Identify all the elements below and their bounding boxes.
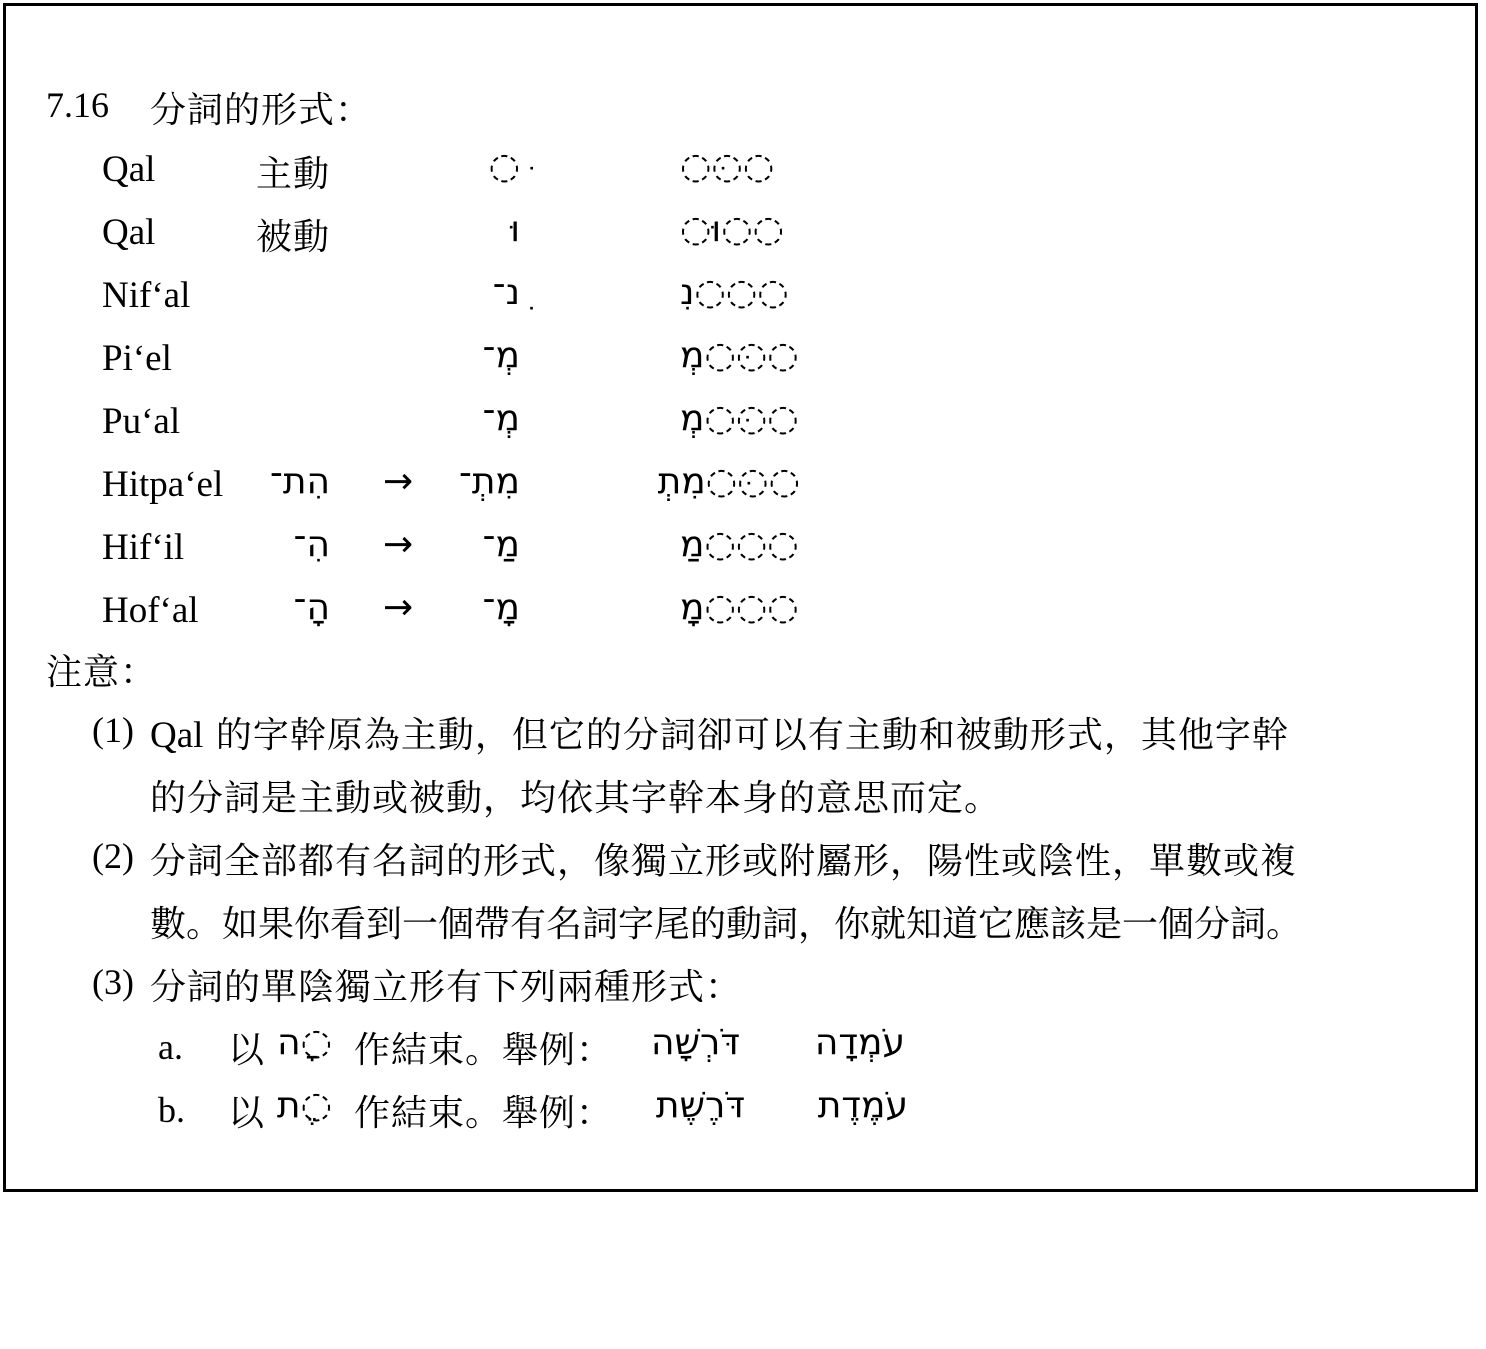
example-letter: a.: [158, 1027, 183, 1067]
stem-name: Nif‘al: [102, 275, 191, 316]
participle-pattern: ◌◌◌מָ: [680, 587, 799, 628]
participle-prefix: ִנ־: [492, 272, 520, 313]
example-ending: ◌ֶת: [276, 1085, 332, 1126]
participle-pattern: ◌◌וּ◌: [680, 209, 785, 250]
note-number: (3): [92, 962, 134, 1002]
stem-voice: 主動: [256, 154, 331, 195]
section-number: 7.16: [46, 85, 109, 125]
stem-name: Qal: [102, 149, 156, 190]
note-text-continued: 的分詞是主動或被動，均依其字幹本身的意思而定。: [150, 778, 1002, 819]
example-prefix: 以: [228, 1030, 266, 1071]
participle-prefix: מִתְ־: [458, 461, 520, 502]
example-ending: ◌ָה: [277, 1022, 332, 1063]
participle-prefix: מְ־: [482, 398, 520, 439]
participle-prefix: מָ־: [482, 587, 520, 628]
participle-prefix: מְ־: [482, 335, 520, 376]
note-text: 分詞全部都有名詞的形式，像獨立形或附屬形，陽性或陰性，單數或複: [150, 841, 1298, 882]
example-text: 作結束。舉例：: [354, 1030, 614, 1071]
arrow-icon: →: [383, 461, 414, 502]
stem-name: Hitpa‘el: [102, 464, 224, 505]
note-number: (2): [92, 836, 134, 876]
section-title: 分詞的形式：: [150, 90, 373, 131]
participle-pattern: ◌◌ּ◌מְ: [680, 398, 799, 439]
arrow-icon: →: [383, 524, 414, 565]
participle-pattern: ◌◌◌נִ: [680, 272, 789, 313]
participle-pattern: ◌◌ּ◌: [680, 146, 775, 187]
notes-heading: 注意：: [46, 652, 158, 693]
stem-name: Pu‘al: [102, 401, 181, 442]
note-text: 分詞的單陰獨立形有下列兩種形式：: [150, 967, 743, 1008]
stem-name: Hof‘al: [102, 590, 199, 631]
example-word: עֹמְדָה: [814, 1022, 905, 1063]
example-word: דֹּרֶשֶׁת: [655, 1085, 745, 1126]
example-prefix: 以: [228, 1093, 266, 1134]
participle-pattern: ◌◌ּ◌מְ: [680, 335, 799, 376]
example-word: דֹּרְשָׁה: [651, 1022, 740, 1063]
stem-base: הִת־: [269, 461, 330, 502]
example-word: עֹמֶדֶת: [817, 1085, 908, 1126]
stem-base: הִ־: [293, 524, 330, 565]
note-line: [150, 707, 1289, 758]
stem-name: Qal: [102, 212, 156, 253]
note-text-continued: 數。如果你看到一個帶有名詞字尾的動詞，你就知道它應該是一個分詞。: [150, 904, 1303, 945]
participle-pattern: ◌◌ּ◌מִתְ: [657, 461, 800, 502]
arrow-icon: →: [383, 587, 414, 628]
participle-pattern: ◌◌◌מַ: [680, 524, 799, 565]
participle-prefix: וּ: [510, 209, 520, 250]
note-number: (1): [92, 710, 134, 750]
stem-voice: 被動: [256, 217, 331, 258]
stem-base: הָ־: [293, 587, 330, 628]
stem-name: Hif‘il: [102, 527, 185, 568]
participle-prefix: מַ־: [482, 524, 520, 565]
stem-name: Pi‘el: [102, 338, 172, 379]
participle-prefix: ּ◌: [488, 146, 520, 187]
example-letter: b.: [158, 1090, 185, 1130]
example-text: 作結束。舉例：: [354, 1093, 614, 1134]
note-lead: Qal: [150, 715, 204, 756]
note-text: 的字幹原為主動，但它的分詞卻可以有主動和被動形式，其他字幹: [203, 715, 1289, 756]
